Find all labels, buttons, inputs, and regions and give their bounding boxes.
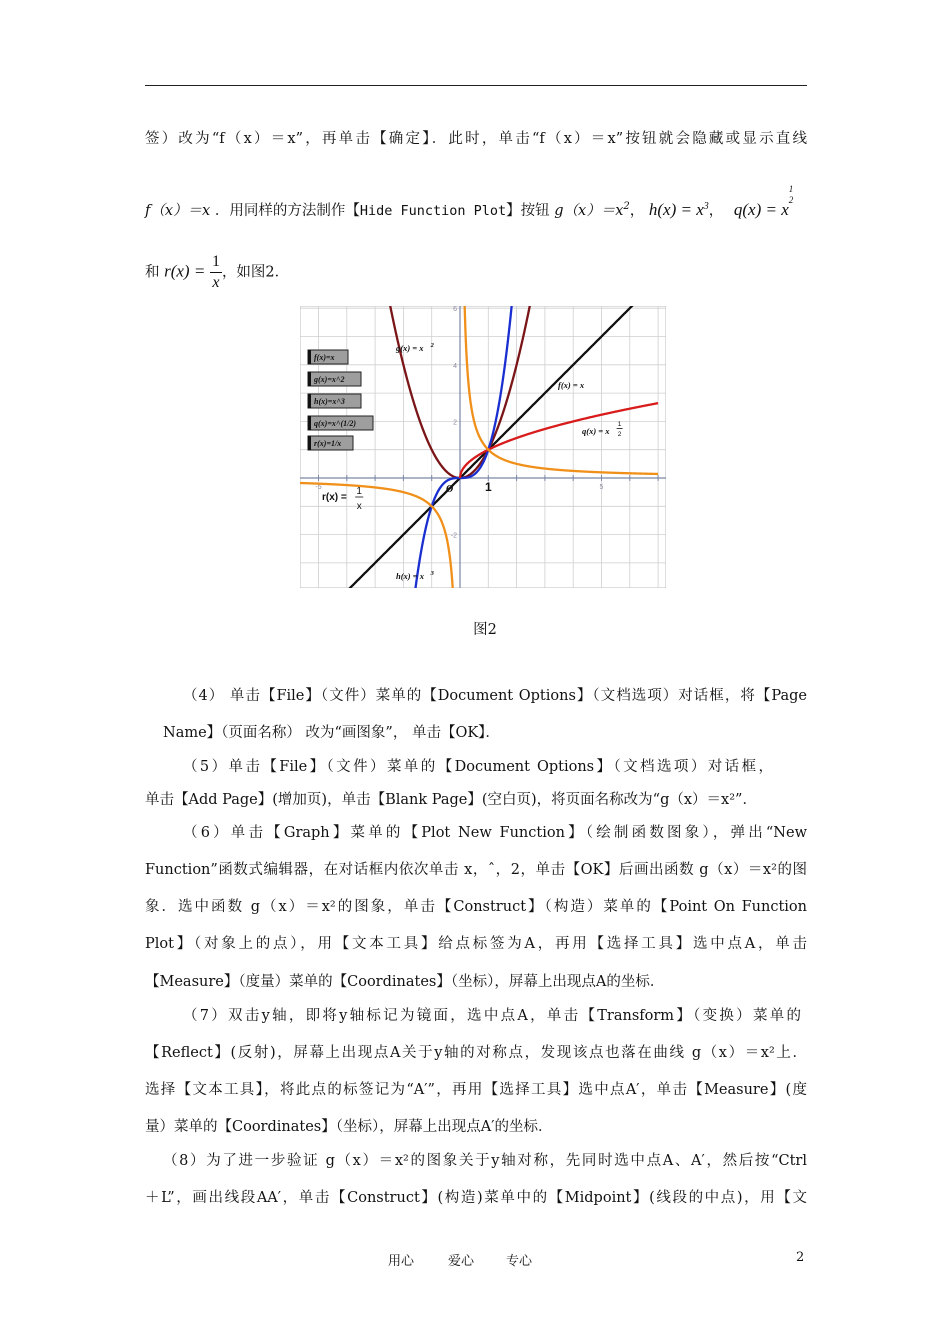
footer-word-3: 专心: [506, 1254, 533, 1269]
button-marker: [308, 350, 311, 364]
y-tick-label: -2: [450, 532, 457, 540]
y-tick-label: 2: [453, 419, 457, 427]
text-line-4: （4） 单击【File】（文件）菜单的【Document Options】（文档选项）对话框，将【Page: [183, 688, 807, 704]
curve-label-frac-num: 1: [617, 421, 622, 428]
curve-label-frac-den: x: [356, 501, 362, 512]
text-line-18: ＋L”，画出线段AA′，单击【Construct】(构造)菜单中的【Midpoint】(线段的中点)，用【文: [145, 1190, 807, 1206]
text-line-16: 量）菜单的【Coordinates】（坐标），屏幕上出现点A′的坐标．: [145, 1119, 553, 1135]
text-line-3: [145, 252, 807, 296]
plot-background: [300, 306, 666, 588]
menu-label-hide-function-plot: Hide Function Plot: [359, 203, 507, 219]
math-h: $h(x) = x^3$: [648, 200, 709, 219]
math-q: q(x) = x 1 2: [733, 184, 794, 219]
hide-function-button[interactable]: [308, 372, 361, 386]
text-line-7: 单击【Add Page】(增加页)，单击【Blank Page】(空白页)，将页面名称改为“g（x）＝x²”．: [145, 792, 757, 808]
hide-function-button[interactable]: [308, 416, 373, 430]
button-marker: [308, 416, 311, 430]
text-line-14: 【Reflect】(反射)，屏幕上出现点A关于y轴的对称点，发现该点也落在曲线 g（x）＝x²上．: [145, 1045, 807, 1061]
button-label: q(x)=x^(1/2): [314, 419, 356, 428]
function-graph-figure: [300, 306, 666, 588]
curve-label-exponent: 3: [430, 570, 434, 577]
page-number: 2: [796, 1250, 805, 1265]
text-run: 】按钮: [506, 203, 550, 219]
footer-word-2: 爱心: [448, 1254, 475, 1269]
text-run: 和: [145, 264, 160, 281]
y-tick-label: 4: [453, 362, 457, 370]
curve-label: r(x) =: [322, 492, 347, 503]
x-tick-label: 5: [599, 484, 604, 491]
hide-function-button[interactable]: [308, 436, 353, 450]
header-rule: [145, 85, 807, 86]
curve-label-exponent: 2: [430, 342, 434, 349]
origin-label: O: [446, 484, 454, 495]
hide-function-button[interactable]: [308, 350, 348, 364]
text-run: ．用同样的方法制作【: [214, 203, 360, 219]
button-label: h(x)=x^3: [314, 397, 345, 406]
math-r-fraction: $\frac{1}{x}$: [211, 253, 220, 291]
text-line-6: （5）单击【File】（文件）菜单的【Document Options】（文档选项）对话框，: [183, 759, 773, 775]
text-line-2: f（x）＝x ．用同样的方法制作【Hide Function Plot】按钮 $g(x)=x^2$， $h(x) = x^3$， q(x) = x 1 2: [145, 184, 794, 219]
text-line-11: Plot】（对象上的点），用【文本工具】给点标签为A，再用【选择工具】选中点A，单击: [145, 936, 807, 952]
text-line-15: 选择【文本工具】，将此点的标签记为“A′”，再用【选择工具】选中点A′，单击【Measure】(度: [145, 1082, 807, 1098]
button-label: r(x)=1/x: [314, 439, 342, 448]
button-marker: [308, 372, 311, 386]
text-run: ，如图2．: [221, 264, 290, 281]
x-tick-label: -5: [315, 484, 322, 491]
button-marker: [308, 394, 311, 408]
text-line-9: Function”函数式编辑器，在对话框内依次单击 x，ˆ，2，单击【OK】后画出函数 g（x）＝x²的图: [145, 862, 807, 878]
y-tick-label: 6: [453, 306, 457, 314]
curve-label: q(x) = x: [582, 426, 610, 436]
footer-word-1: 用心: [388, 1254, 415, 1269]
text-line-1: 签）改为“f（x）＝x”，再单击【确定】．此时，单击“f（x）＝x”按钮就会隐藏或显示直线: [145, 131, 807, 147]
curve-label-frac-num: 1: [356, 486, 362, 497]
button-label: f(x)=x: [314, 353, 335, 362]
math-r: r(x) =: [164, 261, 206, 281]
hide-function-button[interactable]: [308, 394, 361, 408]
text-line-8: （6）单击【Graph】菜单的【Plot New Function】（绘制函数图象），弹出“New: [183, 825, 807, 841]
text-line-5: Name】（页面名称） 改为“画图象”， 单击【OK】．: [163, 725, 500, 741]
math-g: $g(x)=x^2$: [554, 201, 630, 219]
text-line-13: （7）双击y轴，即将y轴标记为镜面，选中点A，单击【Transform】（变换）菜单的: [183, 1008, 801, 1024]
curve-label: f(x) = x: [558, 380, 585, 390]
button-label: g(x)=x^2: [314, 375, 345, 384]
button-marker: [308, 436, 311, 450]
curve-label: h(x) = x: [396, 571, 424, 581]
text-line-10: 象．选中函数 g（x）＝x²的图象，单击【Construct】（构造）菜单的【Point On Function: [145, 899, 807, 915]
curve-label: g(x) = x: [396, 343, 424, 353]
x-tick-label: 1: [484, 480, 492, 494]
curve-label-frac-den: 2: [617, 431, 622, 438]
figure-caption: 图2: [473, 622, 497, 638]
text-line-12: 【Measure】（度量）菜单的【Coordinates】（坐标），屏幕上出现点A的坐标．: [145, 974, 665, 990]
text-line-17: （8）为了进一步验证 g（x）＝x²的图象关于y轴对称，先同时选中点A、A′，然后按“Ctrl: [163, 1153, 807, 1169]
math-f: f（x）＝x: [145, 203, 211, 219]
